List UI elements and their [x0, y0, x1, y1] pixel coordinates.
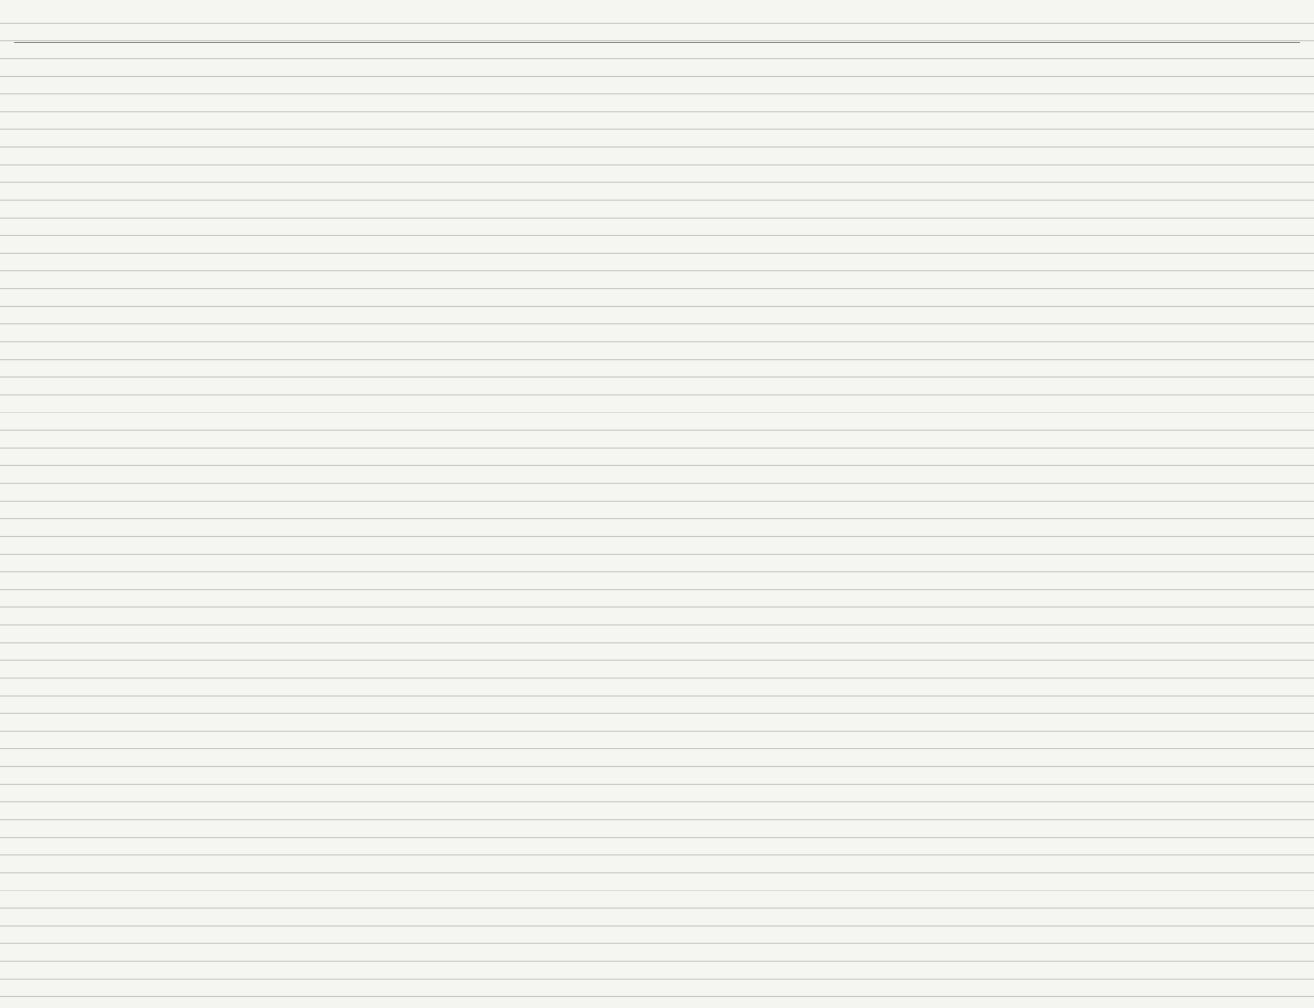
header-rule: [14, 42, 1300, 43]
subheader-line: [0, 58, 1314, 76]
header-line: [0, 22, 1314, 40]
footer-line: [0, 955, 1314, 973]
